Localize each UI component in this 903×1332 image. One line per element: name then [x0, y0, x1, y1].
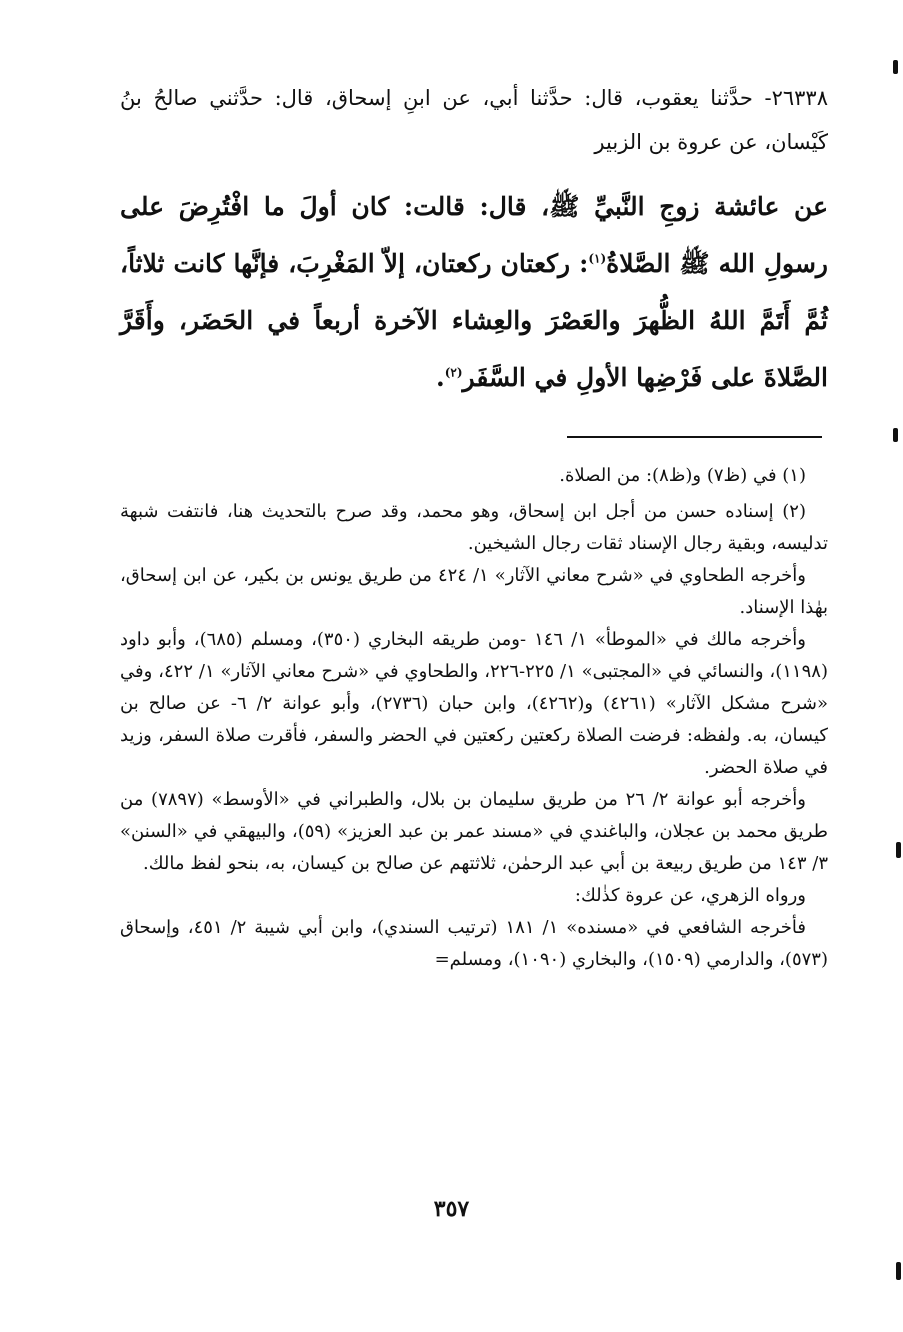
footnote-2-paragraph-4: وأخرجه أبو عوانة ٢/ ٢٦ من طريق سليمان بن بلال، والطبراني في «الأوسط» (٧٨٩٧) من طريق محمد بن عجلان، والباغندي في «مسند عمر بن عبد العزيز» (٥٩)، والبيهقي في «السنن» ٣/ ١٤٣ من طريق ربيعة بن أبي عبد الرحمٰن، ثلاثتهم عن صالح بن كيسان، به، بنحو لفظ مالك.: [120, 789, 828, 874]
footnote-2-paragraph-5: ورواه الزهري، عن عروة كذٰلك:: [574, 885, 806, 906]
hadith-matn-part-2: : ركعتان ركعتان، إلاّ المَغْرِبَ، فإنَّها كانت ثلاثاً، ثُمَّ أَتَمَّ اللهُ الظُّهرَ والعَصْرَ والعِشاء الآخرة أربعاً في الحَضَر، وأَقَرَّ الصَّلاةَ على فَرْضِها الأولِ في السَّفَر: [120, 249, 828, 392]
footnote-ref-1: (١): [588, 251, 607, 266]
footnote-ref-2: (٢): [444, 365, 463, 380]
footnote-2-paragraph-1: (٢) إسناده حسن من أجل ابن إسحاق، وهو محمد، وقد صرح بالتحديث هنا، فانتفت شبهة تدليسه، وبقية رجال الإسناد ثقات رجال الشيخين.: [120, 501, 828, 554]
footnote-1: [120, 460, 828, 492]
footnote-1-text: (١) في (ظ٧) و(ظ٨): من الصلاة.: [559, 465, 806, 486]
footnotes: [120, 460, 828, 980]
scan-edge-mark: [896, 842, 901, 858]
footnote-2-paragraph-2: وأخرجه الطحاوي في «شرح معاني الآثار» ١/ ٤٢٤ من طريق يونس بن بكير، عن ابن إسحاق، بهٰذا الإسناد.: [120, 565, 828, 618]
hadith-matn-part-1: عن عائشة زوجِ النَّبيِّ ﷺ، قال: قالت: كان أولَ ما افْتُرِضَ على رسولِ الله ﷺ الصَّلاةُ: [120, 192, 828, 278]
hadith-matn-end: .: [435, 363, 445, 392]
hadith-matn: [120, 178, 828, 406]
hadith-text: [120, 76, 828, 406]
footnote-2-paragraph-6: فأخرجه الشافعي في «مسنده» ١/ ١٨١ (ترتيب السندي)، وابن أبي شيبة ٢/ ٤٥١، وإسحاق (٥٧٣)، والدارمي (١٥٠٩)، والبخاري (١٠٩٠)، ومسلم=: [120, 917, 828, 970]
footnote-2: [120, 496, 828, 976]
scan-edge-mark: [896, 1262, 901, 1280]
footnote-2-paragraph-3: وأخرجه مالك في «الموطأ» ١/ ١٤٦ -ومن طريقه البخاري (٣٥٠)، ومسلم (٦٨٥)، وأبو داود (١١٩٨)، والنسائي في «المجتبى» ١/ ٢٢٥-٢٢٦، والطحاوي في «شرح معاني الآثار» ١/ ٤٢٢، وفي «شرح مشكل الآثار» (٤٢٦١) و(٤٢٦٢)، وابن حبان (٢٧٣٦)، وأبو عوانة ٢/ ٦- عن صالح بن كيسان، به. ولفظه: فرضت الصلاة ركعتين ركعتين في الحضر والسفر، فأقرت صلاة السفر، وزيد في صلاة الحضر.: [120, 629, 828, 778]
footnote-separator: [567, 436, 822, 438]
scan-edge-mark: [893, 60, 898, 74]
scan-edge-mark: [893, 428, 898, 442]
hadith-isnad: ٢٦٣٣٨- حدَّثنا يعقوب، قال: حدَّثنا أبي، عن ابنِ إسحاق، قال: حدَّثني صالحُ بنُ كَيْسان، عن عروة بن الزبير: [120, 86, 828, 154]
page-number: ٣٥٧: [433, 1196, 470, 1222]
